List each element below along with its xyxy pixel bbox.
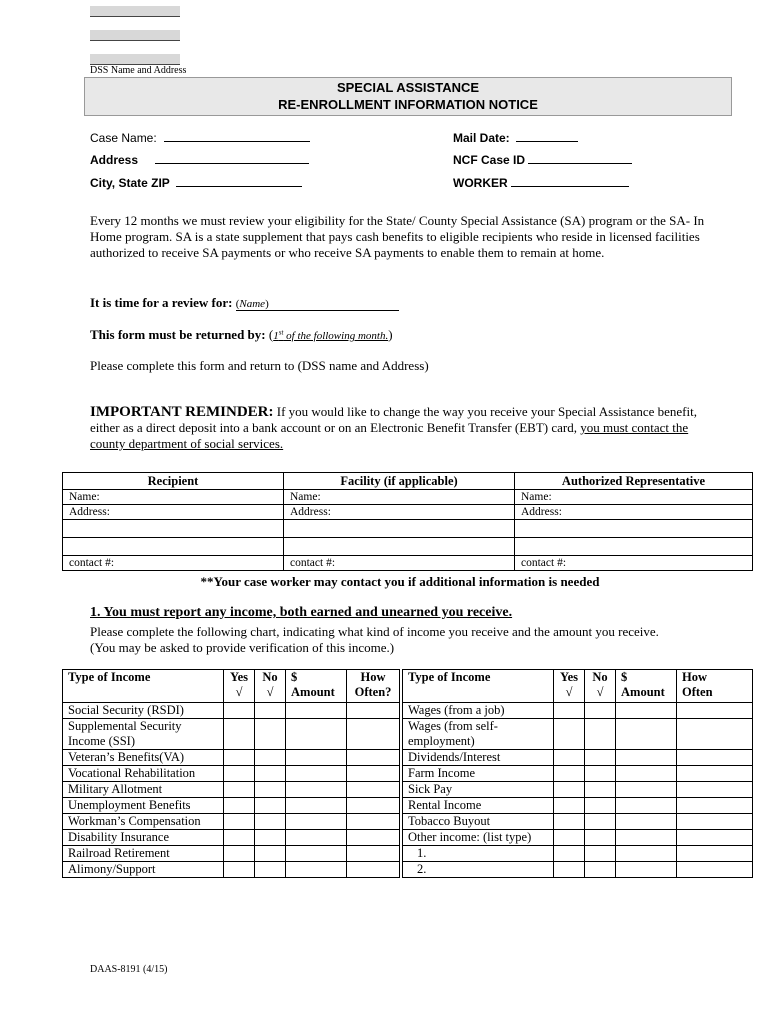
facility-contact-cell[interactable]: contact #: (284, 556, 515, 571)
recipient-address-cell[interactable]: Address: (63, 505, 284, 520)
right-often-cell[interactable] (677, 750, 753, 766)
dss-label: DSS Name and Address (90, 65, 187, 76)
representative-address-cont-2[interactable] (515, 538, 753, 556)
right-yes-cell[interactable] (554, 798, 585, 814)
title-line-1: SPECIAL ASSISTANCE (336, 80, 480, 95)
left-yes-cell[interactable] (224, 750, 255, 766)
right-income-type: Farm Income (401, 766, 554, 782)
left-yes-cell[interactable] (224, 782, 255, 798)
facility-address-cont-2[interactable] (284, 538, 515, 556)
right-amount-cell[interactable] (616, 766, 677, 782)
left-amount-cell[interactable] (286, 798, 347, 814)
right-no-cell[interactable] (585, 798, 616, 814)
right-amount-header (616, 670, 677, 703)
income-table (62, 669, 753, 878)
right-often-cell[interactable] (677, 703, 753, 719)
form-number: DAAS-8191 (4/15) (90, 964, 168, 975)
right-often-cell[interactable] (677, 862, 753, 878)
left-often-cell[interactable] (347, 782, 402, 798)
left-yes-header (224, 670, 255, 703)
intro-paragraph: Every 12 months we must review your eligibility for the State/ County Special Assistance (SA) program or the SA- In Home program. SA is a state supplement that pays cash benefits to eligible recipients who reside in licensed facilities authorized to receive SA payments or who receive SA payments to enable them to remain at home. (90, 213, 705, 260)
mail-date-line (516, 129, 578, 142)
right-income-type: Wages (from self-employment) (401, 719, 554, 750)
right-yes-label: Yes (559, 670, 579, 684)
right-no-cell[interactable] (585, 703, 616, 719)
right-how-header (677, 670, 753, 703)
right-income-type: Other income: (list type) (401, 830, 554, 846)
right-no-cell[interactable] (585, 766, 616, 782)
ncf-case-id-line (528, 151, 632, 164)
contact-note: **Your case worker may contact you if additional information is needed (200, 574, 600, 589)
ncf-case-id-label: NCF Case ID (453, 153, 526, 167)
worker-field[interactable] (453, 174, 629, 190)
right-often-cell[interactable] (677, 846, 753, 862)
right-amount-cell[interactable] (616, 798, 677, 814)
left-no-cell[interactable] (255, 766, 286, 782)
right-often-cell[interactable] (677, 814, 753, 830)
left-no-cell[interactable] (255, 703, 286, 719)
left-income-type: Supplemental Security Income (SSI) (63, 719, 224, 750)
mail-date-label: Mail Date: (453, 131, 510, 145)
important-reminder (90, 404, 715, 452)
left-yes-check: √ (235, 685, 243, 699)
income-row-3 (63, 750, 753, 766)
left-income-type: Workman’s Compensation (63, 814, 224, 830)
complete-instruction: Please complete this form and return to (DSS name and Address) (90, 358, 429, 373)
recipient-name-cell[interactable]: Name: (63, 490, 284, 505)
income-row-8 (63, 830, 753, 846)
left-no-cell[interactable] (255, 846, 286, 862)
left-amount-cell[interactable] (286, 766, 347, 782)
right-income-type: Wages (from a job) (401, 703, 554, 719)
right-no-label: No (592, 670, 608, 684)
right-income-type[interactable]: 1. (401, 846, 554, 862)
dss-address-line-3 (90, 54, 180, 65)
right-often-cell[interactable] (677, 830, 753, 846)
left-income-type: Disability Insurance (63, 830, 224, 846)
case-name-field[interactable] (90, 129, 310, 145)
right-yes-cell[interactable] (554, 703, 585, 719)
left-amount-label: Amount (291, 685, 335, 699)
representative-address-cell[interactable]: Address: (515, 505, 753, 520)
recipient-address-cont-2[interactable] (63, 538, 284, 556)
income-header-row (63, 670, 753, 703)
right-amount-cell[interactable] (616, 782, 677, 798)
return-hint (273, 330, 388, 342)
right-no-cell[interactable] (585, 814, 616, 830)
left-yes-cell[interactable] (224, 703, 255, 719)
left-often-cell[interactable] (347, 750, 402, 766)
recipient-contact-cell[interactable]: contact #: (63, 556, 284, 571)
right-type-header: Type of Income (401, 670, 554, 703)
income-row-6 (63, 798, 753, 814)
facility-name-cell[interactable]: Name: (284, 490, 515, 505)
return-hint-sup: st (278, 328, 284, 337)
reminder-label: IMPORTANT REMINDER: (90, 404, 274, 420)
left-often-cell[interactable] (347, 814, 402, 830)
income-row-2 (63, 719, 753, 750)
left-yes-cell[interactable] (224, 830, 255, 846)
representative-name-cell[interactable]: Name: (515, 490, 753, 505)
right-yes-cell[interactable] (554, 846, 585, 862)
left-no-cell[interactable] (255, 798, 286, 814)
right-amount-cell[interactable] (616, 862, 677, 878)
left-income-type: Veteran’s Benefits(VA) (63, 750, 224, 766)
right-dollar-label: $ (621, 670, 628, 684)
left-no-cell[interactable] (255, 719, 286, 750)
right-often-cell[interactable] (677, 782, 753, 798)
right-no-cell[interactable] (585, 750, 616, 766)
right-no-cell[interactable] (585, 782, 616, 798)
ncf-case-id-field[interactable] (453, 151, 632, 167)
left-no-cell[interactable] (255, 750, 286, 766)
address-field[interactable] (90, 151, 309, 167)
left-how-header (347, 670, 402, 703)
left-amount-cell[interactable] (286, 846, 347, 862)
left-often-cell[interactable] (347, 846, 402, 862)
right-amount-cell[interactable] (616, 830, 677, 846)
right-yes-header (554, 670, 585, 703)
right-no-check: √ (596, 685, 604, 699)
right-no-cell[interactable] (585, 862, 616, 878)
left-amount-cell[interactable] (286, 703, 347, 719)
income-row-7 (63, 814, 753, 830)
representative-header: Authorized Representative (515, 473, 753, 490)
form-title (84, 77, 732, 116)
right-yes-cell[interactable] (554, 719, 585, 750)
left-income-type: Unemployment Benefits (63, 798, 224, 814)
left-amount-cell[interactable] (286, 862, 347, 878)
left-income-type: Social Security (RSDI) (63, 703, 224, 719)
right-yes-cell[interactable] (554, 766, 585, 782)
representative-address-cont-1[interactable] (515, 520, 753, 538)
right-yes-cell[interactable] (554, 862, 585, 878)
contact-table (62, 472, 753, 571)
right-yes-cell[interactable] (554, 830, 585, 846)
city-state-zip-label: City, State ZIP (90, 176, 170, 190)
left-yes-cell[interactable] (224, 719, 255, 750)
right-income-type: Rental Income (401, 798, 554, 814)
dss-address-line-2 (90, 30, 180, 41)
worker-label: WORKER (453, 176, 508, 190)
left-often-cell[interactable] (347, 719, 402, 750)
facility-address-cont-1[interactable] (284, 520, 515, 538)
right-amount-cell[interactable] (616, 750, 677, 766)
left-no-cell[interactable] (255, 862, 286, 878)
right-often-cell[interactable] (677, 798, 753, 814)
title-line-2: RE-ENROLLMENT INFORMATION NOTICE (278, 97, 538, 112)
right-no-cell[interactable] (585, 719, 616, 750)
review-label: It is time for a review for: (90, 295, 233, 310)
left-no-cell[interactable] (255, 830, 286, 846)
left-yes-cell[interactable] (224, 846, 255, 862)
left-yes-label: Yes (229, 670, 249, 684)
address-label: Address (90, 153, 139, 167)
recipient-address-cont-1[interactable] (63, 520, 284, 538)
left-how-label: How (360, 670, 386, 684)
right-amount-cell[interactable] (616, 719, 677, 750)
left-often-cell[interactable] (347, 830, 402, 846)
section1-line1: Please complete the following chart, indicating what kind of income you receive and the amount you receive. (90, 624, 659, 639)
right-amount-label: Amount (621, 685, 665, 699)
left-income-type: Military Allotment (63, 782, 224, 798)
right-no-header (585, 670, 616, 703)
right-yes-check: √ (565, 685, 573, 699)
left-yes-cell[interactable] (224, 814, 255, 830)
city-state-zip-field[interactable] (90, 174, 302, 190)
right-income-type: Dividends/Interest (401, 750, 554, 766)
left-often-cell[interactable] (347, 703, 402, 719)
right-income-type: Tobacco Buyout (401, 814, 554, 830)
right-yes-cell[interactable] (554, 814, 585, 830)
left-often-cell[interactable] (347, 766, 402, 782)
recipient-header: Recipient (63, 473, 284, 490)
income-row-10 (63, 862, 753, 878)
left-no-check: √ (266, 685, 274, 699)
left-yes-cell[interactable] (224, 766, 255, 782)
left-amount-cell[interactable] (286, 750, 347, 766)
left-type-header: Type of Income (63, 670, 224, 703)
right-amount-cell[interactable] (616, 703, 677, 719)
reminder-underlined: you must contact the county department of social services. (90, 420, 689, 451)
right-often-cell[interactable] (677, 766, 753, 782)
case-name-line (164, 129, 310, 142)
reminder-text: If you would like to change the way you receive your Special Assistance benefit, either as a direct deposit into a bank account or on an Electronic Benefit Transfer (EBT) card, (90, 404, 697, 435)
left-amount-cell[interactable] (286, 830, 347, 846)
left-amount-header (286, 670, 347, 703)
address-line (155, 151, 309, 164)
left-income-type: Alimony/Support (63, 862, 224, 878)
right-income-type: Sick Pay (401, 782, 554, 798)
left-amount-cell[interactable] (286, 782, 347, 798)
section1-line2: (You may be asked to provide verification of this income.) (90, 640, 395, 655)
right-often-label: Often (682, 685, 713, 699)
left-no-header (255, 670, 286, 703)
section1-heading: 1. You must report any income, both earned and unearned you receive. (90, 605, 513, 620)
right-no-cell[interactable] (585, 830, 616, 846)
left-often-cell[interactable] (347, 862, 402, 878)
case-name-label: Case Name: (90, 131, 157, 145)
left-no-cell[interactable] (255, 814, 286, 830)
return-label: This form must be returned by: (90, 327, 266, 342)
income-row-4 (63, 766, 753, 782)
worker-line (511, 174, 629, 187)
representative-contact-cell[interactable]: contact #: (515, 556, 753, 571)
facility-address-cell[interactable]: Address: (284, 505, 515, 520)
left-no-label: No (262, 670, 278, 684)
review-name-field[interactable]: (Name) (236, 298, 399, 311)
left-income-type: Railroad Retirement (63, 846, 224, 862)
left-amount-cell[interactable] (286, 719, 347, 750)
right-amount-cell[interactable] (616, 814, 677, 830)
review-line (90, 295, 399, 311)
right-yes-cell[interactable] (554, 782, 585, 798)
right-how-label: How (682, 670, 707, 684)
return-line: This form must be returned by: (1st of the following month.) (90, 327, 393, 342)
left-often-label: Often? (354, 685, 392, 699)
city-state-zip-line (176, 174, 302, 187)
facility-header: Facility (if applicable) (284, 473, 515, 490)
right-income-type[interactable]: 2. (401, 862, 554, 878)
mail-date-field[interactable] (453, 129, 578, 145)
left-no-cell[interactable] (255, 782, 286, 798)
right-no-cell[interactable] (585, 846, 616, 862)
left-income-type: Vocational Rehabilitation (63, 766, 224, 782)
income-row-5 (63, 782, 753, 798)
right-often-cell[interactable] (677, 719, 753, 750)
return-hint-num: 1 (273, 330, 279, 342)
income-row-1 (63, 703, 753, 719)
left-yes-cell[interactable] (224, 862, 255, 878)
review-name-hint: Name (239, 298, 266, 310)
dss-address-line-1 (90, 6, 180, 17)
left-yes-cell[interactable] (224, 798, 255, 814)
right-amount-cell[interactable] (616, 846, 677, 862)
income-row-9 (63, 846, 753, 862)
return-hint-rest: of the following month. (283, 330, 389, 342)
left-dollar-label: $ (291, 670, 298, 684)
right-yes-cell[interactable] (554, 750, 585, 766)
left-often-cell[interactable] (347, 798, 402, 814)
left-amount-cell[interactable] (286, 814, 347, 830)
